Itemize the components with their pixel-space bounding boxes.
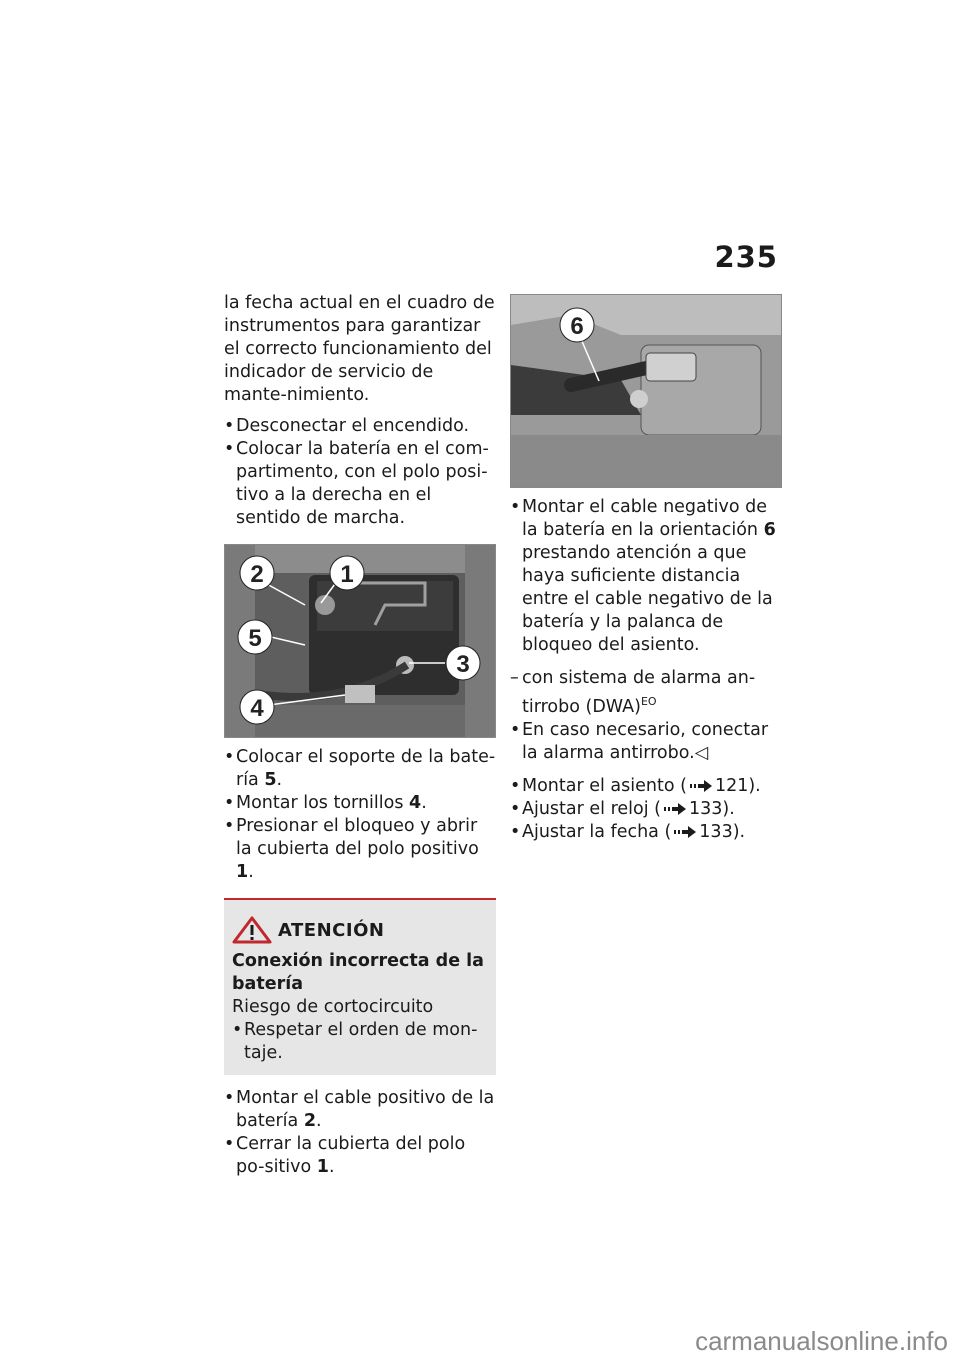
bullet-icon: • <box>510 719 521 740</box>
battery-compartment-photo <box>224 544 496 738</box>
warning-header <box>232 916 488 944</box>
step-positive-cable: • Montar el cable positivo de la batería 2. <box>224 1088 495 1131</box>
svg-text:2: 2 <box>250 561 264 588</box>
warning-text: Riesgo de cortocircuito <box>232 997 434 1017</box>
step-negative-cable: • Montar el cable negativo de la batería en la orientación 6 prestando atención a que haya suficiente distancia entre el cable negativo de la batería y la palanca de bloqueo del asiento. <box>510 497 776 655</box>
figure-label-5 <box>238 620 272 654</box>
ref-set-date: • Ajustar la fecha ( 133). <box>510 821 746 842</box>
step-switch-off: • Desconectar el encendido. <box>224 416 470 436</box>
figure-label-3 <box>446 646 480 680</box>
intro-paragraph: la fecha actual en el cuadro de instrumentos para garantizar el correcto funcionamiento del indicador de servicio de mante-nimiento. <box>224 293 495 405</box>
step-open-cover: • Presionar el bloqueo y abrir la cubierta del polo positivo 1. <box>224 816 479 882</box>
end-marker-icon: ◁ <box>694 742 709 763</box>
dash-icon: – <box>510 668 519 688</box>
svg-text:6: 6 <box>570 313 584 340</box>
figure-label-2 <box>240 556 274 590</box>
warning-triangle-icon <box>232 916 272 944</box>
svg-text:5: 5 <box>248 625 262 652</box>
bullet-icon: • <box>232 1020 243 1040</box>
right-column <box>510 292 782 844</box>
bullet-icon: • <box>224 816 235 836</box>
step-connect-alarm: • En caso necesario, conectar la alarma antirrobo.◁ <box>510 719 769 763</box>
option-alarm: – con sistema de alarma an-tirrobo (DWA)$^{EO}$ <box>510 668 756 717</box>
warning-title: ATENCIÓN <box>278 919 385 941</box>
step-place-battery: • Colocar la batería en el com-partimento, con el polo posi-tivo a la derecha en el sentido de marcha. <box>224 439 489 528</box>
bullet-icon: • <box>510 497 521 517</box>
warning-box <box>224 898 496 1075</box>
step-battery-holder: • Colocar el soporte de la bate-ría 5. <box>224 747 496 790</box>
ref-mount-seat: • Montar el asiento ( 121). <box>510 775 761 796</box>
svg-text:3: 3 <box>456 651 470 678</box>
bullet-icon: • <box>510 821 521 842</box>
figure-label-6 <box>560 308 594 342</box>
bullet-icon: • <box>224 439 235 459</box>
page-reference-link[interactable]: 133 <box>688 798 723 819</box>
left-column <box>224 292 496 1179</box>
svg-text:1: 1 <box>340 561 354 588</box>
ref-set-clock: • Ajustar el reloj ( 133). <box>510 798 735 819</box>
page-reference-link[interactable]: 121 <box>714 775 749 796</box>
bullet-icon: • <box>510 798 521 819</box>
bullet-icon: • <box>224 1088 235 1108</box>
step-mount-screws: • Montar los tornillos 4. <box>224 793 427 813</box>
bullet-icon: • <box>224 793 235 813</box>
page-reference-arrow-icon <box>674 826 696 838</box>
footer-watermark: carmanualsonline.info <box>695 1326 948 1356</box>
negative-cable-photo <box>510 294 782 488</box>
figure-label-4 <box>240 690 274 724</box>
warning-subtitle: Conexión incorrecta de la batería <box>232 951 484 994</box>
bullet-icon: • <box>510 775 521 796</box>
step-close-cover: • Cerrar la cubierta del polo po-sitivo 1. <box>224 1134 466 1177</box>
svg-text:4: 4 <box>250 695 264 722</box>
page-number: 235 <box>714 240 778 274</box>
figure-label-1 <box>330 556 364 590</box>
page-reference-arrow-icon <box>664 803 686 815</box>
bullet-icon: • <box>224 1134 235 1154</box>
page-reference-arrow-icon <box>690 780 712 792</box>
warning-item: • Respetar el orden de mon-taje. <box>232 1020 478 1063</box>
page-reference-link[interactable]: 133 <box>699 821 733 842</box>
bullet-icon: • <box>224 747 235 767</box>
bullet-icon: • <box>224 416 235 436</box>
